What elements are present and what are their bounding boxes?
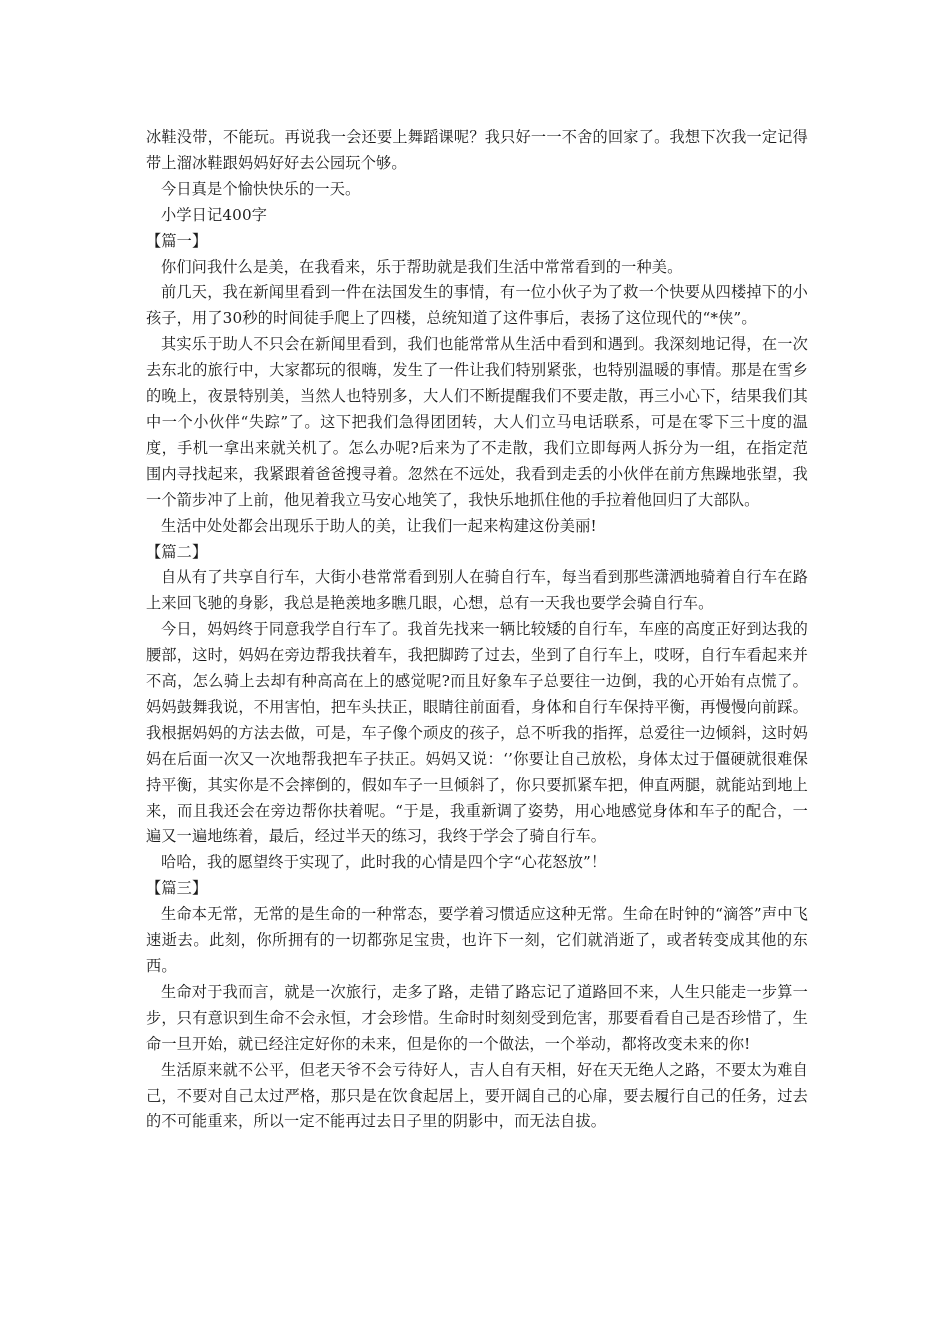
- document-page: [146, 125, 808, 1135]
- paragraph: 今日，妈妈终于同意我学自行车了。我首先找来一辆比较矮的自行车，车座的高度正好到达我的腰部，这时，妈妈在旁边帮我扶着车，我把脚跨了过去，坐到了自行车上，哎呀，自行车看起来并不高，怎么骑上去却有种高高在上的感觉呢?而且好象车子总要往一边倒，我的心开始有点慌了。妈妈鼓舞我说，不用害怕，把车头扶正，眼睛往前面看，身体和自行车保持平衡，再慢慢向前踩。我根据妈妈的方法去做，可是，车子像个顽皮的孩子，总不听我的指挥，总爱往一边倾斜，这时妈妈在后面一次又一次地帮我把车子扶正。妈妈又说：‘’你要让自己放松，身体太过于僵硬就很难保持平衡，其实你是不会摔倒的，假如车子一旦倾斜了，你只要抓紧车把，伸直两腿，就能站到地上来，而且我还会在旁边帮你扶着呢。“于是，我重新调了姿势，用心地感觉身体和车子的配合，一遍又一遍地练着，最后，经过半天的练习，我终于学会了骑自行车。: [146, 620, 808, 846]
- paragraph: 自从有了共享自行车，大街小巷常常看到别人在骑自行车，每当看到那些潇洒地骑着自行车在路上来回飞驰的身影，我总是艳羡地多瞧几眼，心想，总有一天我也要学会骑自行车。: [146, 568, 808, 613]
- paragraph: 其实乐于助人不只会在新闻里看到，我们也能常常从生活中看到和遇到。我深刻地记得，在一次去东北的旅行中，大家都玩的很嗨，发生了一件让我们特别紧张，也特别温暖的事情。那是在雪乡的晚上，夜景特别美，当然人也特别多，大人们不断提醒我们不要走散，再三小心下，结果我们其中一个小伙伴“失踪”了。这下把我们急得团团转，大人们立马电话联系，可是在零下三十度的温度，手机一拿出来就关机了。怎么办呢?后来为了不走散，我们立即每两人拆分为一组，在指定范围内寻找起来，我紧跟着爸爸搜寻着。忽然在不远处，我看到走丢的小伙伴在前方焦躁地张望，我一个箭步冲了上前，他见着我立马安心地笑了，我快乐地抓住他的手拉着他回归了大部队。: [146, 335, 808, 509]
- paragraph: 生命对于我而言，就是一次旅行，走多了路，走错了路忘记了道路回不来，人生只能走一步算一步，只有意识到生命不会永恒，才会珍惜。生命时时刻刻受到危害，那要看看自己是否珍惜了，生命一旦开始，就已经注定好你的未来，但是你的一个做法，一个举动，都将改变未来的你!: [146, 982, 808, 1053]
- chapter-heading-1: 【篇一】: [146, 231, 208, 250]
- paragraph: 哈哈，我的愿望终于实现了，此时我的心情是四个字“心花怒放”！: [161, 853, 607, 872]
- paragraph: 你们问我什么是美，在我看来，乐于帮助就是我们生活中常常看到的一种美。: [161, 257, 683, 276]
- paragraph-continuation: 冰鞋没带，不能玩。再说我一会还要上舞蹈课呢？我只好一一不舍的回家了。我想下次我一定记得带上溜冰鞋跟妈妈好好去公园玩个够。: [146, 128, 808, 172]
- chapter-heading-2: 【篇二】: [146, 542, 208, 561]
- chapter-heading-3: 【篇三】: [146, 879, 208, 898]
- paragraph: 前几天，我在新闻里看到一件在法国发生的事情，有一位小伙子为了救一个快要从四楼掉下的小孩子，用了30秒的时间徒手爬上了四楼，总统知道了这件事后，表扬了这位现代的“*侠”。: [146, 283, 808, 328]
- paragraph: 生活原来就不公平，但老天爷不会亏待好人，吉人自有天相，好在天无绝人之路，不要太为难自己，不要对自己太过严格，那只是在饮食起居上，要开阔自己的心扉，要去履行自己的任务，过去的不可能重来，所以一定不能再过去日子里的阴影中，而无法自拔。: [146, 1060, 808, 1131]
- section-title: 小学日记400字: [161, 205, 268, 224]
- paragraph: 生命本无常，无常的是生命的一种常态，要学着习惯适应这种无常。生命在时钟的“滴答”声中飞速逝去。此刻，你所拥有的一切都弥足宝贵，也许下一刻，它们就消逝了，或者转变成其他的东西。: [146, 905, 808, 975]
- paragraph: 今日真是个愉快快乐的一天。: [161, 179, 361, 198]
- paragraph: 生活中处处都会出现乐于助人的美，让我们一起来构建这份美丽!: [161, 516, 597, 535]
